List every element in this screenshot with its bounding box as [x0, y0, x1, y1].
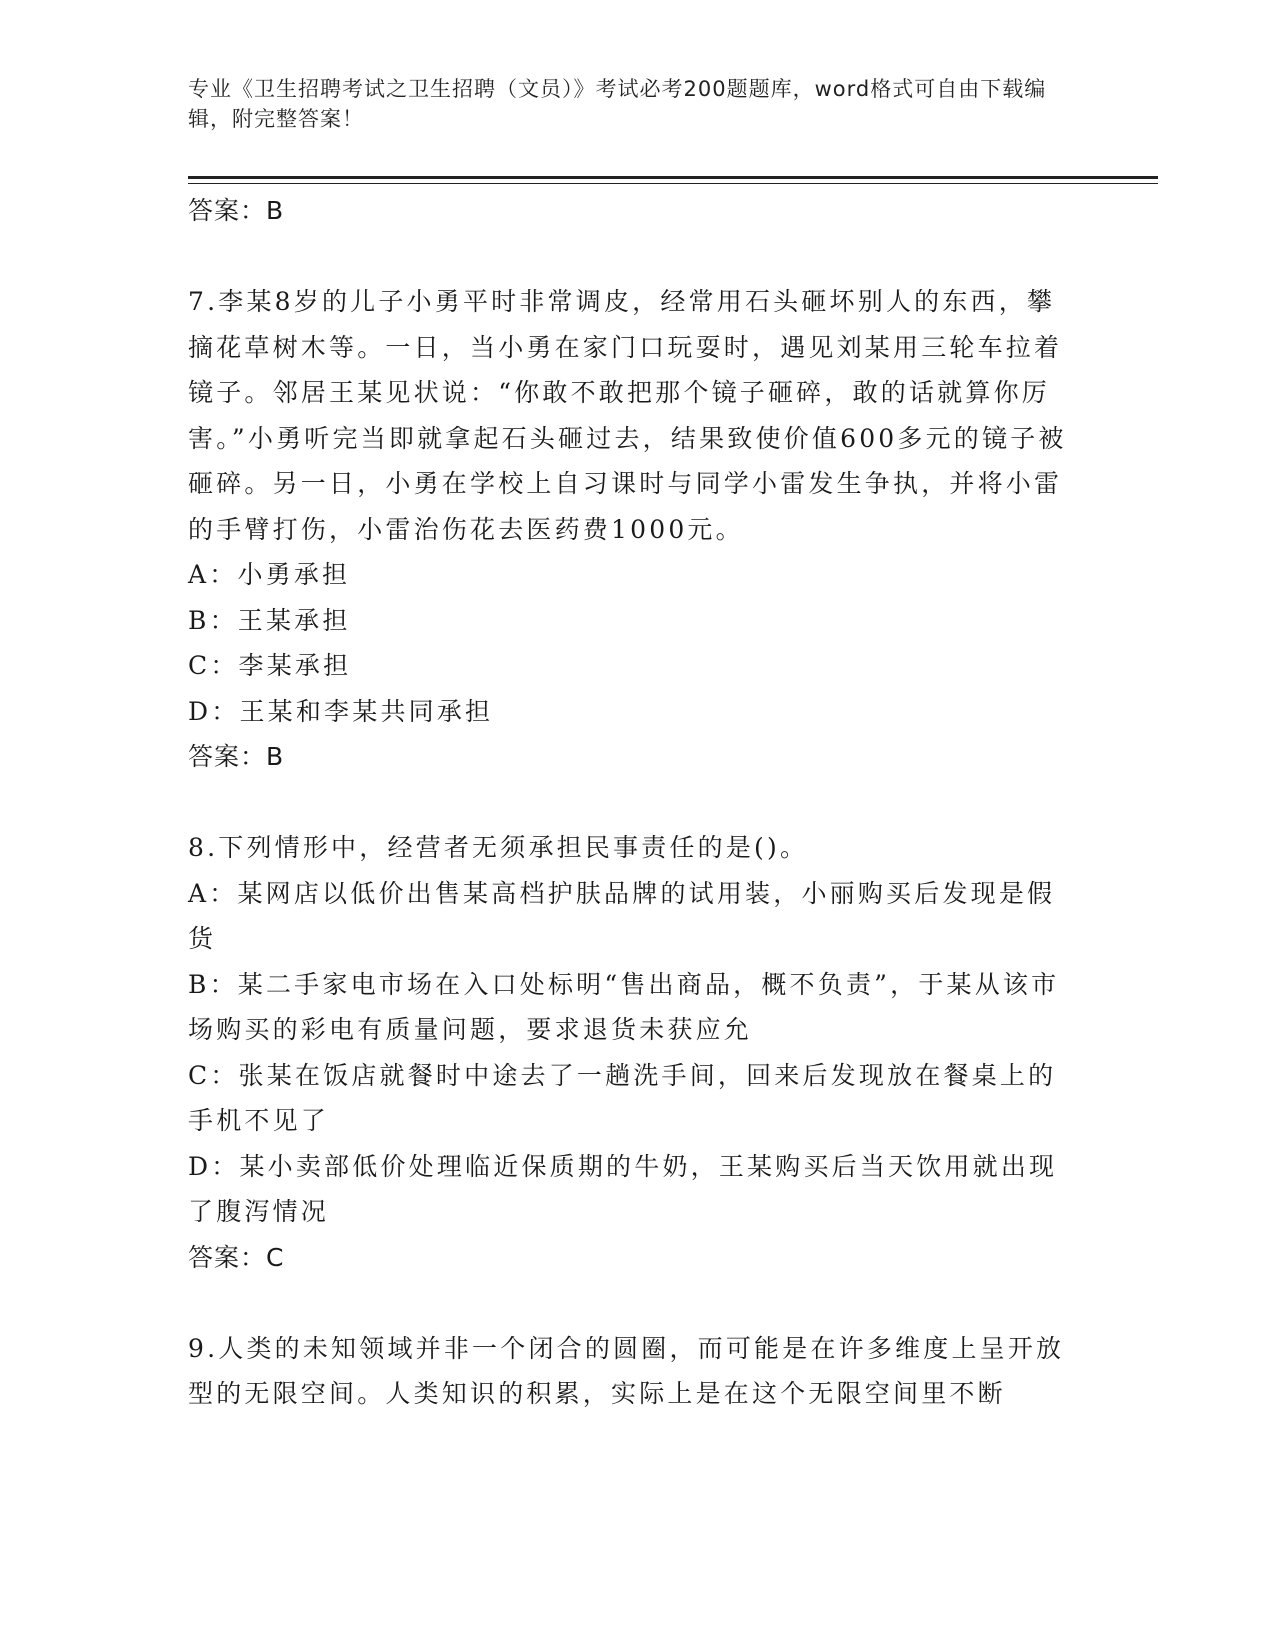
question-7	[188, 279, 1068, 780]
question-stem: 9.人类的未知领域并非一个闭合的圆圈，而可能是在许多维度上呈开放型的无限空间。人类知识的积累，实际上是在这个无限空间里不断	[188, 1333, 1065, 1408]
spacer	[188, 234, 1068, 279]
header-divider-thin	[188, 183, 1158, 184]
option-a: A：某网店以低价出售某高档护肤品牌的试用装，小丽购买后发现是假货	[188, 878, 1056, 953]
header-divider-thick	[188, 176, 1158, 179]
document-header	[188, 74, 1068, 134]
question-answer: 答案：B	[188, 742, 285, 771]
question-9	[188, 1326, 1068, 1417]
previous-answer: 答案：B	[188, 196, 285, 225]
question-stem: 8.下列情形中，经营者无须承担民事责任的是()。	[188, 833, 809, 862]
option-b: B：王某承担	[188, 605, 351, 635]
spacer	[188, 780, 1068, 825]
option-d: D：王某和李某共同承担	[188, 696, 494, 726]
document-body	[188, 188, 1068, 1417]
header-text: 专业《卫生招聘考试之卫生招聘（文员）》考试必考200题题库，word格式可自由下载编辑，附完整答案！	[188, 77, 1047, 131]
option-c: C：李某承担	[188, 651, 352, 680]
option-d: D：某小卖部低价处理临近保质期的牛奶，王某购买后当天饮用就出现了腹泻情况	[188, 1151, 1058, 1226]
question-stem: 7.李某8岁的儿子小勇平时非常调皮，经常用石头砸坏别人的东西，攀摘花草树木等。一日，当小勇在家门口玩耍时，遇见刘某用三轮车拉着镜子。邻居王某见状说：“你敢不敢把那个镜子砸碎，敢的话就算你厉害。”小勇听完当即就拿起石头砸过去，结果致使价值600多元的镜子被砸碎。另一日，小勇在学校上自习课时与同学小雷发生争执，并将小雷的手臂打伤，小雷治伤花去医药费1000元。	[188, 287, 1067, 544]
option-a: A：小勇承担	[188, 560, 351, 589]
spacer	[188, 1281, 1068, 1326]
option-c: C：张某在饭店就餐时中途去了一趟洗手间，回来后发现放在餐桌上的手机不见了	[188, 1060, 1057, 1135]
question-8	[188, 825, 1068, 1281]
option-b: B：某二手家电市场在入口处标明“售出商品，概不负责”，于某从该市场购买的彩电有质量问题，要求退货未获应允	[188, 969, 1060, 1044]
question-answer: 答案：C	[188, 1242, 285, 1272]
